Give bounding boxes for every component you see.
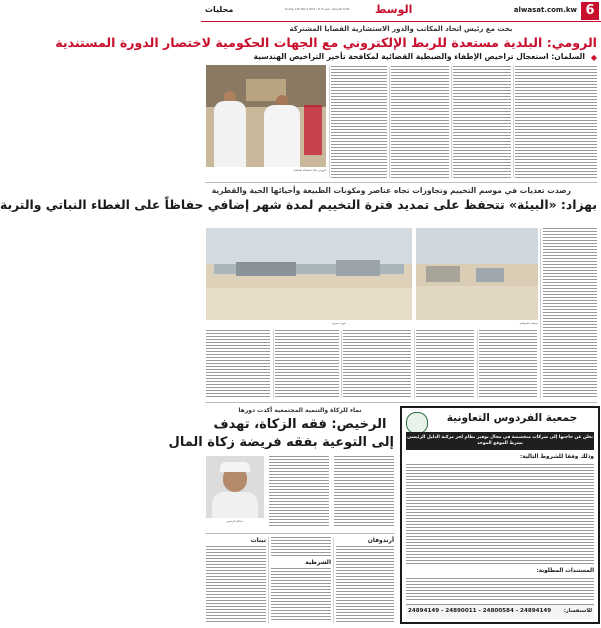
story1-body-col-1: [515, 66, 597, 178]
story2-kicker: رصدت تعديات في موسم التخييم وتجاوزات تجاه عناصر ومكونات الطبيعة وأحيائها الحية والقطرية: [211, 186, 571, 195]
diamond-bullet-icon: ◆: [590, 53, 597, 62]
ad-intro: تعلن عن حاجتها إلى شركات متخصصة في مجال توفير نظام لحر مركبة الدليل الرئيسي بشرط الموقع الموحد: [406, 432, 594, 450]
ad-conditions-list: [406, 464, 594, 564]
page-number: 6: [581, 2, 599, 20]
brief1: [206, 537, 266, 623]
story2-body-col-4: [275, 330, 339, 398]
story3-portrait: [206, 456, 264, 518]
story3-headline-line1: الرخيص: فقه الزكاة، تهدف: [213, 417, 387, 432]
story1-subhead: [253, 52, 597, 64]
story3-body-col-1: [269, 456, 329, 528]
ad-docs-title: المستندات المطلوبة:: [536, 568, 594, 574]
section-rule-3: [205, 533, 395, 534]
story2-body-side: [543, 228, 597, 398]
story1-headline: الرومي: البلدية مستعدة للربط الإلكتروني مع الجهات الحكومية لاختصار الدورة المستندية: [55, 35, 597, 50]
story1-body-col-4: [331, 66, 387, 178]
ad-conditions-title: وذلك وفقا للشروط التالية:: [519, 454, 594, 460]
ad-docs-list: [406, 578, 594, 600]
story2-body-col-5: [206, 330, 270, 398]
brief3: [336, 537, 394, 623]
story2-body-col-1: [479, 330, 537, 398]
section-rule-2: [205, 402, 597, 403]
story2-headline: بهزاد: «البيئة» تتحفظ على تمديد فترة التخييم لمدة شهر إضافي حفاظاً على الغطاء النباتي والتربة: [0, 197, 597, 212]
masthead-rule: [201, 21, 601, 22]
story1-subhead-text: السلمان: استعجال تراخيص الإطفاء والضبطية القضائية لمكافحة تأخير التراخيص الهندسية: [253, 52, 585, 61]
story2-photo-right-caption: مخيمات المواسم: [519, 322, 538, 325]
story2-photo-left-caption: صورة تعبيرية: [331, 322, 346, 325]
ad-phone-bar: [406, 604, 594, 619]
section-rule-1: [205, 182, 597, 183]
section-label: محليات: [205, 5, 234, 14]
story2-photo-right: [416, 228, 538, 320]
story3-kicker: نماء للزكاة والتنمية المجتمعية أكدت دورها: [238, 407, 362, 414]
story1-kicker: بحث مع رئيس اتحاد المكاتب والدور الاستشارية القضايا المشتركة: [289, 25, 513, 33]
story1-body-col-3: [391, 66, 449, 178]
ad-title: جمعية الفردوس التعاونية: [446, 412, 578, 424]
story3-headline-line2: إلى التوعية بفقه فريضة زكاة المال: [168, 435, 394, 450]
story1-photo: [206, 65, 326, 167]
ad-phone-numbers: 24894149 - 24890011 - 24800584 - 24894149: [408, 608, 552, 614]
story3-body-col-2: [334, 456, 394, 528]
brief3-title: أرندوفان: [367, 537, 394, 544]
story1-body-col-2: [453, 66, 511, 178]
story3-portrait-caption: عبدالله الرخيص: [226, 520, 244, 523]
ad-phone-label: للاستفسار:: [563, 608, 592, 614]
date-line: Sunday 11th March 2018 - 11 th year - Issue No 5144: [285, 8, 350, 11]
ad-logo-icon: [406, 412, 428, 434]
story2-body-col-3: [343, 330, 411, 398]
story1-photo-caption: الرومي خلال استقباله السلمان: [293, 169, 326, 172]
cooperative-ad: [400, 406, 600, 624]
brief2-title: الشرطية: [305, 559, 331, 566]
paper-name: الوسط: [375, 3, 413, 16]
story2-photo-left: [206, 228, 412, 320]
website: alwasat.com.kw: [513, 6, 577, 14]
brief1-title: تبنات: [250, 537, 266, 544]
brief2: [271, 537, 331, 623]
story2-body-col-2: [416, 330, 474, 398]
masthead: [201, 0, 601, 22]
